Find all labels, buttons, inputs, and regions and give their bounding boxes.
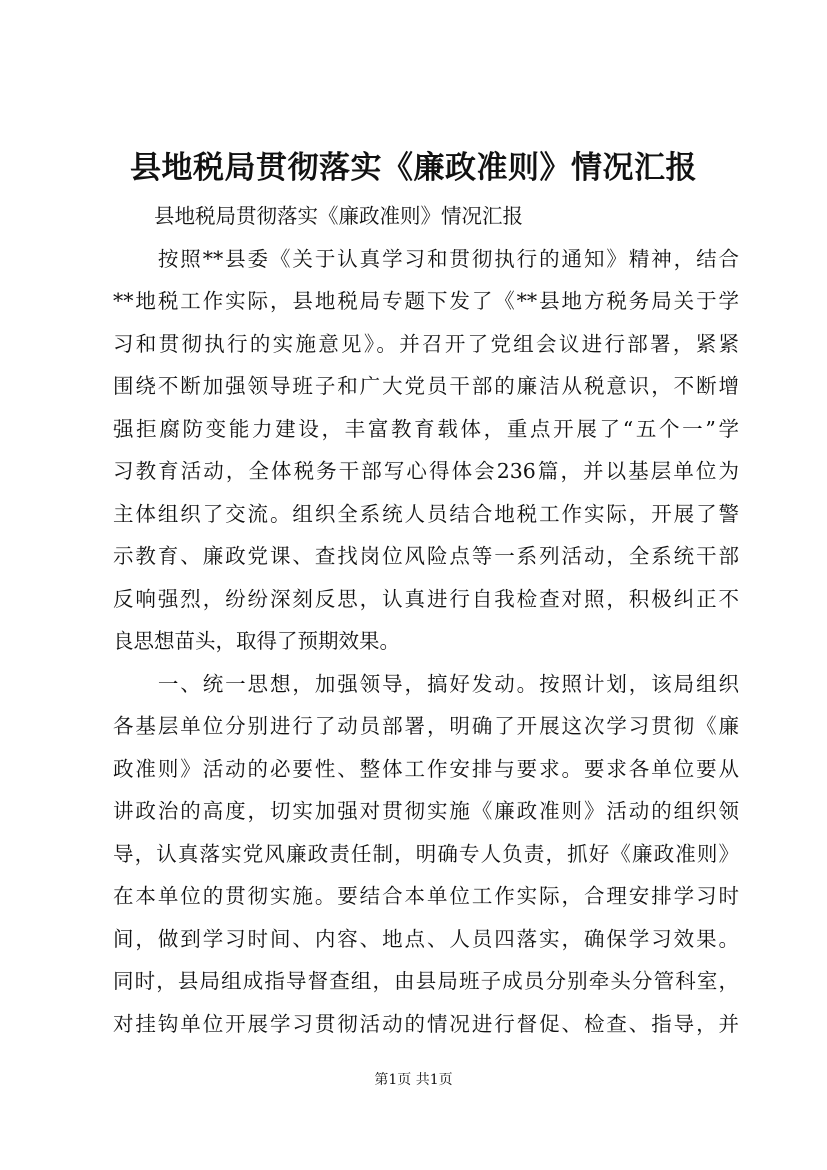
text-line: 间，做到学习时间、内容、地点、人员四落实，确保学习效果。 bbox=[113, 926, 739, 951]
text-line: 按照**县委《关于认真学习和贯彻执行的通知》精神，结合 bbox=[113, 246, 739, 271]
document-body bbox=[113, 195, 739, 1045]
text-line: 习教育活动，全体税务干部写心得体会236篇，并以基层单位为 bbox=[113, 459, 739, 483]
text-line: 主体组织了交流。组织全系统人员结合地税工作实际，开展了警 bbox=[113, 501, 739, 526]
text-line: **地税工作实际，县地税局专题下发了《**县地方税务局关于学 bbox=[113, 289, 739, 313]
text-line: 强拒腐防变能力建设，丰富教育载体，重点开展了“五个一”学 bbox=[113, 416, 739, 441]
page-number-footer: 第1页 共1页 bbox=[374, 1072, 453, 1088]
text-line: 讲政治的高度，切实加强对贯彻实施《廉政准则》活动的组织领 bbox=[113, 799, 739, 823]
text-line: 反响强烈，纷纷深刻反思，认真进行自我检查对照，积极纠正不 bbox=[113, 586, 739, 611]
text-line: 一、统一思想，加强领导，搞好发动。按照计划，该局组织 bbox=[113, 671, 739, 696]
text-line: 示教育、廉政党课、查找岗位风险点等一系列活动，全系统干部 bbox=[113, 544, 739, 568]
text-line: 政准则》活动的必要性、整体工作安排与要求。要求各单位要从 bbox=[113, 756, 739, 781]
text-line: 在本单位的贯彻实施。要结合本单位工作实际，合理安排学习时 bbox=[113, 884, 739, 908]
document-title: 县地税局贯彻落实《廉政准则》情况汇报 bbox=[130, 150, 697, 186]
text-line: 围绕不断加强领导班子和广大党员干部的廉洁从税意识，不断增 bbox=[113, 374, 739, 398]
text-line: 各基层单位分别进行了动员部署，明确了开展这次学习贯彻《廉 bbox=[113, 714, 739, 738]
text-line: 良思想苗头，取得了预期效果。 bbox=[113, 629, 400, 653]
text-line: 对挂钩单位开展学习贯彻活动的情况进行督促、检查、指导，并 bbox=[113, 1011, 739, 1036]
text-line: 县地税局贯彻落实《廉政准则》情况汇报 bbox=[113, 204, 523, 228]
text-line: 习和贯彻执行的实施意见》。并召开了党组会议进行部署，紧紧 bbox=[113, 331, 739, 356]
text-line: 导，认真落实党风廉政责任制，明确专人负责，抓好《廉政准则》 bbox=[113, 841, 739, 866]
text-line: 同时，县局组成指导督查组，由县局班子成员分别牵头分管科室， bbox=[113, 969, 739, 993]
